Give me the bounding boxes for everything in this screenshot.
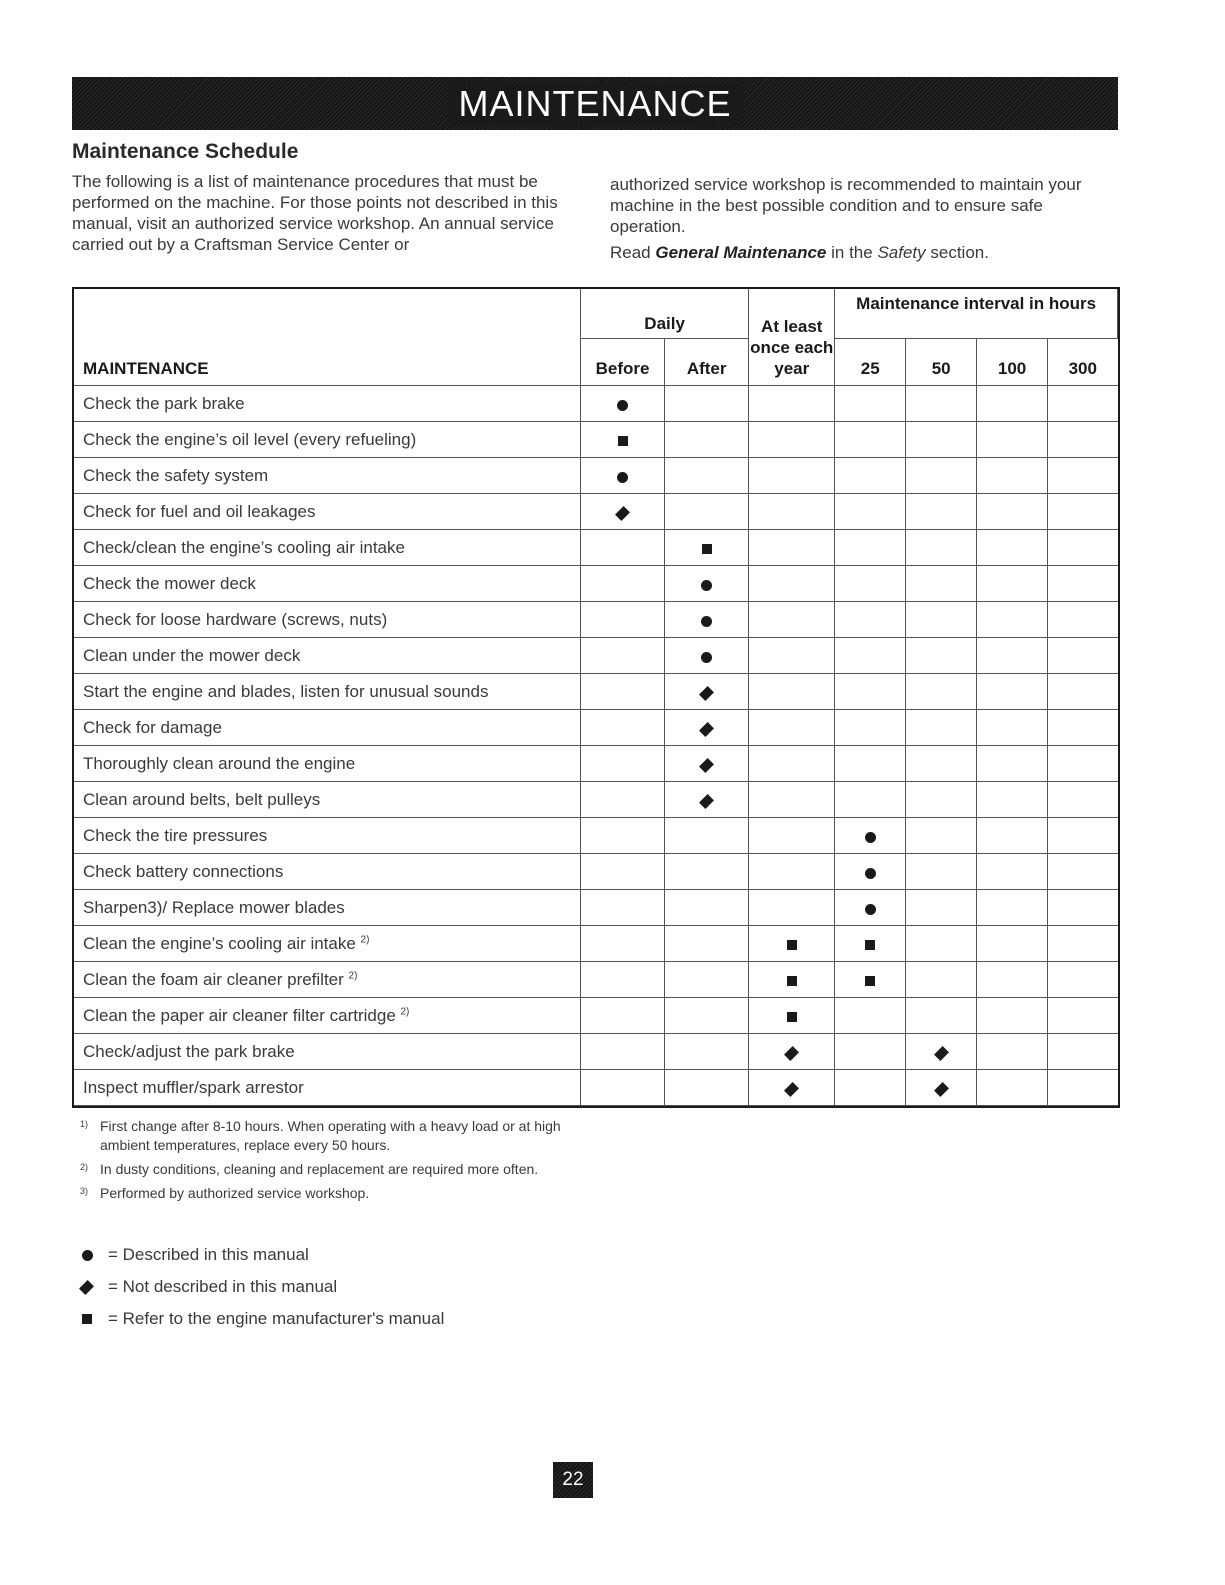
schedule-cell [581,530,665,566]
schedule-cell [835,710,906,746]
schedule-cell [906,1034,977,1070]
legend-item [82,1239,444,1271]
task-text: Clean around belts, belt pulleys [83,789,321,809]
schedule-cell [749,638,835,674]
schedule-cell [977,818,1048,854]
schedule-cell [906,998,977,1034]
task-text: Sharpen3)/ Replace mower blades [83,897,345,917]
schedule-cell [835,1034,906,1070]
schedule-cell [906,422,977,458]
schedule-cell [665,422,749,458]
schedule-cell [1048,746,1118,782]
schedule-cell [977,458,1048,494]
schedule-cell [749,530,835,566]
filled-square-icon [618,436,628,446]
legend-text: = Described in this manual [108,1245,309,1264]
table-row [74,926,1118,962]
filled-diamond-icon [784,1082,799,1097]
schedule-cell [835,458,906,494]
schedule-cell [906,746,977,782]
schedule-cell [835,422,906,458]
schedule-cell [581,1070,665,1106]
table-row [74,422,1118,458]
schedule-cell [665,782,749,818]
schedule-cell [1048,386,1118,422]
filled-circle-icon [617,400,628,411]
schedule-cell [906,962,977,998]
schedule-cell [1048,458,1118,494]
header-hours-50: 50 [906,339,977,386]
task-text: Check for damage [83,717,222,737]
schedule-cell [977,854,1048,890]
schedule-cell [1048,638,1118,674]
schedule-cell [665,962,749,998]
header-maintenance: MAINTENANCE [74,289,581,386]
schedule-cell [906,602,977,638]
schedule-cell [1048,566,1118,602]
schedule-cell [977,422,1048,458]
schedule-cell [835,566,906,602]
filled-circle-icon [865,832,876,843]
schedule-cell [749,494,835,530]
page-number: 22 [553,1462,593,1498]
task-label [74,386,581,422]
table-row [74,458,1118,494]
task-text: Check for loose hardware (screws, nuts) [83,609,388,629]
task-footnote-ref: 2) [360,933,370,945]
schedule-cell [906,386,977,422]
schedule-cell [665,566,749,602]
task-label [74,530,581,566]
schedule-cell [977,998,1048,1034]
task-text: Check/adjust the park brake [83,1041,295,1061]
schedule-cell [1048,890,1118,926]
schedule-cell [581,422,665,458]
schedule-cell [906,854,977,890]
page-banner [72,77,1118,130]
table-row [74,1070,1118,1106]
header-hours-100: 100 [977,339,1048,386]
section-heading: Maintenance Schedule [72,140,299,163]
filled-square-icon [82,1314,92,1324]
filled-diamond-icon [934,1046,949,1061]
schedule-cell [835,890,906,926]
schedule-cell [1048,602,1118,638]
filled-circle-icon [701,580,712,591]
schedule-cell [977,674,1048,710]
task-label [74,638,581,674]
filled-diamond-icon [79,1280,94,1295]
schedule-cell [906,710,977,746]
table-row [74,386,1118,422]
schedule-cell [835,818,906,854]
filled-circle-icon [82,1250,93,1261]
table-row [74,710,1118,746]
schedule-cell [906,926,977,962]
schedule-cell [749,818,835,854]
task-text: Start the engine and blades, listen for unusual sounds [83,681,489,701]
table-row [74,602,1118,638]
filled-square-icon [702,544,712,554]
header-at-least-once-each-year: At least once each year [749,289,835,386]
schedule-cell [581,710,665,746]
schedule-cell [749,1070,835,1106]
filled-circle-icon [701,616,712,627]
schedule-cell [665,746,749,782]
filled-diamond-icon [699,722,714,737]
task-text: Check the park brake [83,393,245,413]
intro-paragraph-right [610,174,1120,268]
banner-title: MAINTENANCE [448,83,741,125]
task-footnote-ref: 2) [400,1005,410,1017]
schedule-cell [977,638,1048,674]
schedule-cell [835,494,906,530]
schedule-cell [835,638,906,674]
legend-symbol [82,1314,108,1324]
footnote-text: First change after 8-10 hours. When operating with a heavy load or at high ambient temperatures, replace every 50 hours. [100,1118,561,1153]
footnote-number: 3) [80,1186,89,1196]
schedule-cell [665,1034,749,1070]
schedule-cell [906,818,977,854]
schedule-cell [906,638,977,674]
schedule-cell [977,386,1048,422]
schedule-cell [977,530,1048,566]
footnote [80,1117,580,1155]
filled-square-icon [787,1012,797,1022]
header-hours-300: 300 [1048,339,1118,386]
schedule-cell [581,746,665,782]
task-label [74,1034,581,1070]
table-row [74,638,1118,674]
task-text: Check the engine’s oil level (every refueling) [83,429,417,449]
task-text: Check the tire pressures [83,825,268,845]
task-text: Check the mower deck [83,573,256,593]
task-label [74,998,581,1034]
table-row [74,494,1118,530]
table-row [74,818,1118,854]
schedule-cell [749,1034,835,1070]
schedule-cell [977,602,1048,638]
schedule-cell [581,602,665,638]
table-row [74,1034,1118,1070]
task-label [74,494,581,530]
filled-diamond-icon [615,506,630,521]
filled-square-icon [787,940,797,950]
schedule-cell [977,494,1048,530]
task-text: Clean under the mower deck [83,645,301,665]
schedule-cell [906,458,977,494]
schedule-cell [977,926,1048,962]
schedule-cell [749,746,835,782]
schedule-cell [835,854,906,890]
schedule-cell [1048,854,1118,890]
schedule-cell [977,782,1048,818]
schedule-cell [749,890,835,926]
schedule-cell [665,386,749,422]
task-text: Clean the engine’s cooling air intake [83,933,361,953]
table-row [74,530,1118,566]
task-text: Check the safety system [83,465,269,485]
header-hours-25: 25 [835,339,906,386]
footnote [80,1160,580,1179]
schedule-cell [835,746,906,782]
task-label [74,566,581,602]
schedule-cell [977,710,1048,746]
schedule-cell [665,890,749,926]
schedule-cell [835,926,906,962]
schedule-cell [665,926,749,962]
schedule-cell [581,890,665,926]
task-label [74,458,581,494]
schedule-body [74,386,1118,1106]
schedule-cell [835,998,906,1034]
table-row [74,782,1118,818]
footnote-text: Performed by authorized service workshop. [100,1185,370,1201]
task-label [74,422,581,458]
task-label [74,746,581,782]
footnote [80,1184,580,1203]
schedule-cell [665,494,749,530]
filled-circle-icon [617,472,628,483]
schedule-cell [1048,674,1118,710]
table-row [74,854,1118,890]
task-label [74,674,581,710]
schedule-cell [906,566,977,602]
schedule-cell [1048,1070,1118,1106]
filled-diamond-icon [699,794,714,809]
schedule-cell [665,458,749,494]
header-daily: Daily [581,289,749,339]
filled-circle-icon [865,868,876,879]
header-after: After [665,339,749,386]
task-text: Thoroughly clean around the engine [83,753,356,773]
filled-diamond-icon [934,1082,949,1097]
schedule-cell [665,674,749,710]
schedule-cell [665,530,749,566]
filled-diamond-icon [699,686,714,701]
schedule-cell [581,458,665,494]
read-middle: in the [826,243,878,262]
read-prefix: Read [610,243,656,262]
footnote-text: In dusty conditions, cleaning and replacement are required more often. [100,1161,539,1177]
legend-symbol [82,1283,108,1292]
schedule-cell [906,782,977,818]
schedule-cell [665,602,749,638]
task-label [74,854,581,890]
filled-circle-icon [701,652,712,663]
schedule-cell [749,422,835,458]
schedule-cell [835,782,906,818]
task-label [74,782,581,818]
schedule-cell [1048,422,1118,458]
schedule-cell [749,674,835,710]
schedule-cell [906,674,977,710]
task-text: Check/clean the engine’s cooling air intake [83,537,405,557]
table-row [74,890,1118,926]
schedule-cell [906,890,977,926]
schedule-cell [749,602,835,638]
schedule-cell [581,638,665,674]
table-row [74,998,1118,1034]
filled-square-icon [865,940,875,950]
task-label [74,890,581,926]
schedule-cell [581,494,665,530]
schedule-cell [1048,962,1118,998]
task-text: Check battery connections [83,861,284,881]
schedule-cell [977,890,1048,926]
schedule-cell [749,458,835,494]
schedule-cell [665,818,749,854]
schedule-cell [1048,818,1118,854]
task-label [74,818,581,854]
schedule-cell [1048,926,1118,962]
task-label [74,926,581,962]
schedule-cell [581,998,665,1034]
schedule-cell [749,386,835,422]
legend-symbol [82,1250,108,1261]
task-label [74,710,581,746]
schedule-cell [835,386,906,422]
schedule-cell [749,926,835,962]
schedule-cell [977,566,1048,602]
filled-square-icon [787,976,797,986]
filled-diamond-icon [699,758,714,773]
schedule-cell [835,530,906,566]
schedule-cell [665,710,749,746]
schedule-cell [906,494,977,530]
schedule-cell [581,386,665,422]
schedule-cell [1048,1034,1118,1070]
schedule-cell [749,782,835,818]
filled-square-icon [865,976,875,986]
schedule-cell [749,566,835,602]
table-row [74,566,1118,602]
schedule-cell [581,926,665,962]
header-before: Before [581,339,665,386]
footnote-number: 1) [80,1119,89,1129]
read-suffix: section. [925,243,989,262]
task-label [74,1070,581,1106]
schedule-cell [665,854,749,890]
schedule-cell [977,746,1048,782]
task-text: Inspect muffler/spark arrestor [83,1077,304,1097]
schedule-cell [835,1070,906,1106]
task-label [74,602,581,638]
schedule-cell [835,602,906,638]
schedule-cell [665,638,749,674]
schedule-cell [1048,530,1118,566]
schedule-cell [749,710,835,746]
schedule-cell [906,530,977,566]
task-footnote-ref: 2) [348,969,358,981]
schedule-cell [1048,782,1118,818]
schedule-cell [1048,998,1118,1034]
intro-paragraph-continued: authorized service workshop is recommended to maintain your machine in the best possible condition and to ensure safe operation. [610,175,1082,236]
schedule-cell [977,1034,1048,1070]
schedule-cell [835,962,906,998]
table-row [74,746,1118,782]
task-text: Check for fuel and oil leakages [83,501,316,521]
task-text: Clean the foam air cleaner prefilter [83,969,349,989]
schedule-cell [1048,494,1118,530]
schedule-cell [749,962,835,998]
maintenance-schedule-table [72,287,1120,1108]
schedule-cell [1048,710,1118,746]
schedule-cell [581,1034,665,1070]
task-label [74,962,581,998]
schedule-cell [835,674,906,710]
table-row [74,674,1118,710]
schedule-cell [665,998,749,1034]
read-bold-reference: General Maintenance [655,243,827,262]
schedule-cell [581,818,665,854]
schedule-cell [581,674,665,710]
schedule-cell [906,1070,977,1106]
schedule-cell [749,998,835,1034]
legend-text: = Refer to the engine manufacturer's manual [108,1309,445,1328]
read-italic-reference: Safety [877,243,926,262]
schedule-cell [581,782,665,818]
legend-item [82,1303,444,1335]
header-maintenance-interval: Maintenance interval in hours [835,289,1118,339]
schedule-cell [665,1070,749,1106]
schedule-cell [581,854,665,890]
legend-text: = Not described in this manual [108,1277,338,1296]
legend-item [82,1271,444,1303]
schedule-cell [977,962,1048,998]
footnotes [80,1117,580,1208]
table-row [74,962,1118,998]
schedule-cell [749,854,835,890]
symbol-legend [82,1239,444,1335]
filled-circle-icon [865,904,876,915]
schedule-cell [581,962,665,998]
read-note [610,242,1120,263]
intro-paragraph-left: The following is a list of maintenance procedures that must be performed on the machine. For those points not described in this manual, visit an authorized service workshop. An annual service carried out by a Craftsman Service Center or [72,172,558,254]
schedule-cell [977,1070,1048,1106]
schedule-cell [581,566,665,602]
task-text: Clean the paper air cleaner filter cartridge [83,1005,401,1025]
footnote-number: 2) [80,1162,89,1172]
filled-diamond-icon [784,1046,799,1061]
